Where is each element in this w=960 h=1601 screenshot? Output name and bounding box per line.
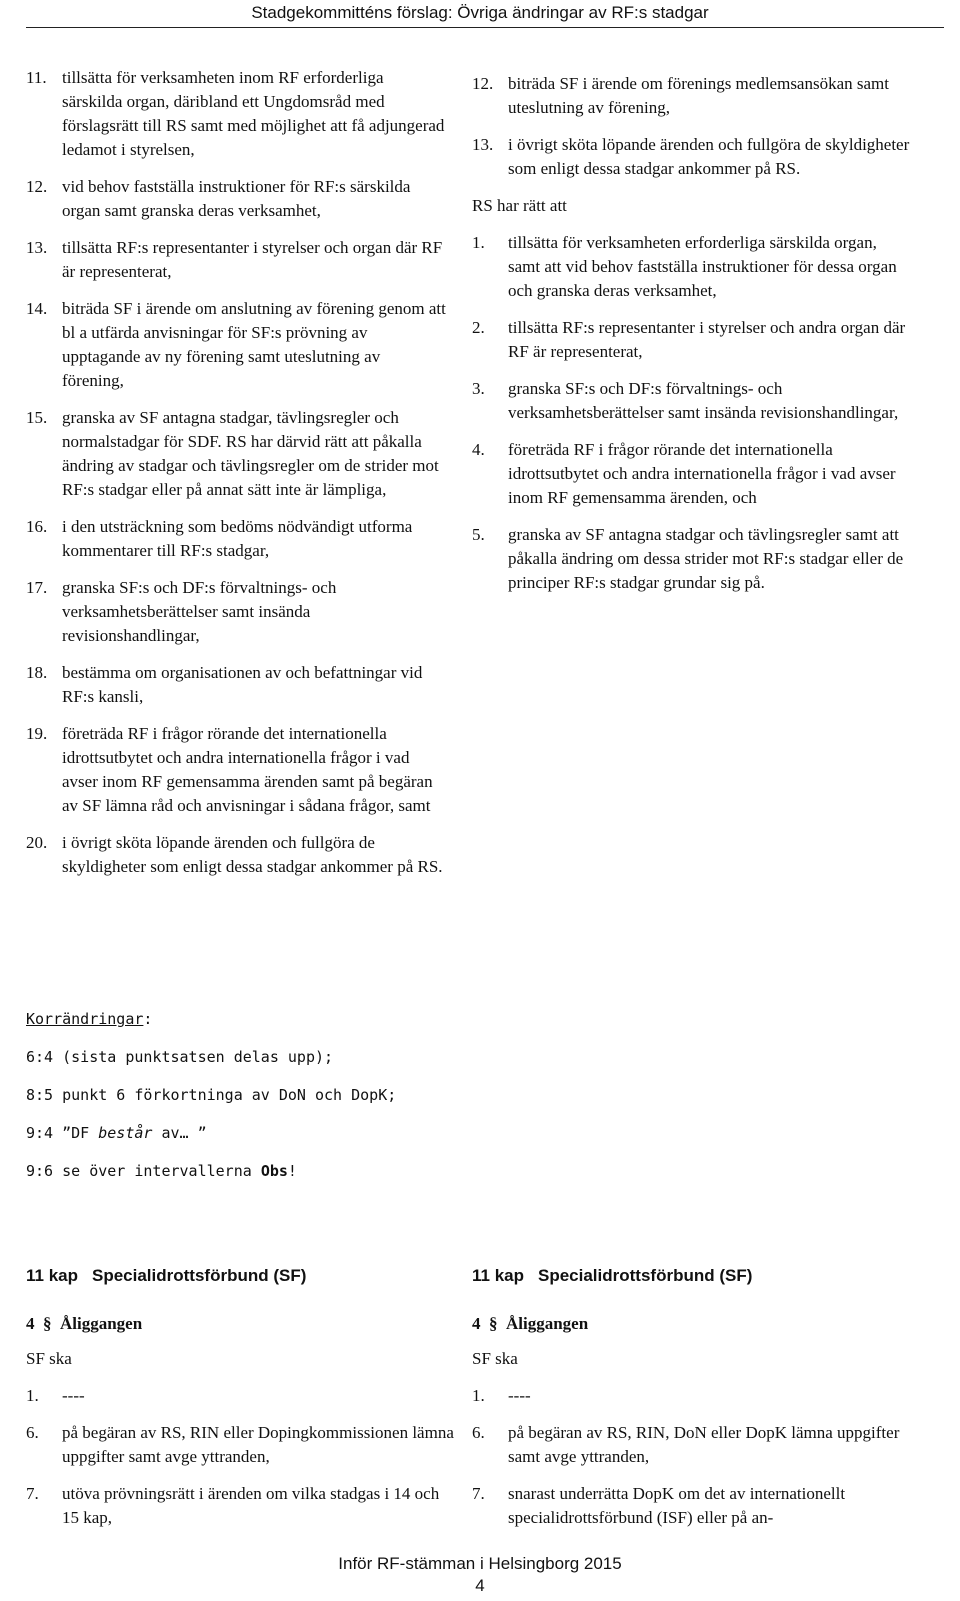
list-item bbox=[472, 438, 912, 510]
item-text: i övrigt sköta löpande ärenden och fullgöra de skyldigheter som enligt dessa stadgar ankommer på RS. bbox=[508, 135, 910, 178]
list-item bbox=[472, 231, 912, 303]
notes-heading bbox=[26, 1008, 626, 1030]
list-item bbox=[26, 576, 446, 648]
item-number: 3. bbox=[472, 379, 485, 398]
rs-heading: RS har rätt att bbox=[472, 196, 567, 215]
sf-ska-label: SF ska bbox=[26, 1349, 72, 1368]
item-number: 6. bbox=[26, 1423, 39, 1442]
note-text: av… bbox=[152, 1124, 198, 1142]
note-bold-text: Obs bbox=[260, 1162, 288, 1180]
bottom-left-column bbox=[26, 1264, 456, 1543]
sf-ska-label: SF ska bbox=[472, 1349, 518, 1368]
item-number: 1. bbox=[26, 1386, 39, 1405]
list-item bbox=[26, 66, 446, 162]
item-number: 13. bbox=[472, 135, 494, 154]
list-item bbox=[26, 1421, 456, 1469]
item-number: 5. bbox=[472, 525, 485, 544]
list-item bbox=[26, 236, 446, 284]
note-line: 6:4 (sista punktsatsen delas upp); bbox=[26, 1048, 334, 1066]
item-text: granska av SF antagna stadgar, tävlingsregler och normalstadgar för SDF. RS har därvid rätt att påkalla ändring av stadgar och tävlingsregler om de strider mot RF:s stadgar eller på annat sätt inte är lämpliga, bbox=[62, 408, 439, 499]
item-text: vid behov fastställa instruktioner för RF:s särskilda organ samt granska deras verksamhet, bbox=[62, 177, 411, 220]
item-number: 15. bbox=[26, 408, 48, 427]
note-text: 9:6 se över intervallerna bbox=[26, 1162, 261, 1180]
item-text: biträda SF i ärende om förenings medlemsansökan samt uteslutning av förening, bbox=[508, 74, 889, 117]
item-text: tillsätta RF:s representanter i styrelser och organ där RF är representerat, bbox=[62, 238, 443, 281]
note-line bbox=[26, 1122, 626, 1144]
chapter-heading bbox=[26, 1264, 456, 1288]
item-number: 14. bbox=[26, 299, 48, 318]
section-heading bbox=[472, 1312, 912, 1336]
item-number: 4. bbox=[472, 440, 485, 459]
item-number: 7. bbox=[472, 1484, 485, 1503]
item-text: på begäran av RS, RIN eller Dopingkommissionen lämna uppgifter samt avge yttranden, bbox=[62, 1423, 454, 1466]
note-text: ” bbox=[197, 1124, 207, 1142]
item-text: företräda RF i frågor rörande det internationella idrottsutbytet och andra internationella frågor i vad avser inom RF gemensamma ärenden, och bbox=[508, 440, 896, 507]
item-number: 11. bbox=[26, 68, 47, 87]
list-item bbox=[26, 297, 446, 393]
list-item bbox=[26, 831, 446, 879]
footer-text: Inför RF-stämman i Helsingborg 2015 bbox=[338, 1554, 622, 1573]
section-symbol: § bbox=[43, 1314, 52, 1333]
chapter-heading bbox=[472, 1264, 912, 1288]
list-item bbox=[472, 72, 912, 120]
item-number: 12. bbox=[26, 177, 48, 196]
item-number: 1. bbox=[472, 1386, 485, 1405]
item-text: snarast underrätta DopK om det av internationellt specialidrottsförbund (ISF) eller på an- bbox=[508, 1484, 846, 1527]
list-item bbox=[26, 175, 446, 223]
header-divider bbox=[26, 27, 944, 28]
item-text: ---- bbox=[508, 1386, 531, 1405]
list-item bbox=[26, 722, 446, 818]
item-text: i den utsträckning som bedöms nödvändigt utforma kommentarer till RF:s stadgar, bbox=[62, 517, 413, 560]
correction-notes bbox=[26, 1008, 626, 1198]
chapter-title: Specialidrottsförbund (SF) bbox=[92, 1266, 307, 1285]
item-number: 6. bbox=[472, 1423, 485, 1442]
list-item bbox=[472, 1384, 912, 1408]
list-item bbox=[26, 1384, 456, 1408]
notes-heading-text: Korrändringar bbox=[26, 1010, 144, 1028]
chapter-number: 11 kap bbox=[26, 1266, 78, 1285]
item-text: granska SF:s och DF:s förvaltnings- och verksamhetsberättelser samt insända revisionshandlingar, bbox=[62, 578, 337, 645]
item-number: 19. bbox=[26, 724, 48, 743]
item-number: 7. bbox=[26, 1484, 39, 1503]
section-symbol: § bbox=[489, 1314, 498, 1333]
item-text: granska SF:s och DF:s förvaltnings- och verksamhetsberättelser samt insända revisionshandlingar, bbox=[508, 379, 899, 422]
page-number: 4 bbox=[475, 1576, 485, 1595]
chapter-number: 11 kap bbox=[472, 1266, 524, 1285]
item-text: tillsätta för verksamheten inom RF erforderliga särskilda organ, däribland ett Ungdomsråd med förslagsrätt till RS samt med möjlighet att få adjungerad ledamot i styrelsen, bbox=[62, 68, 445, 159]
list-item bbox=[26, 661, 446, 709]
note-line: 8:5 punkt 6 förkortninga av DoN och DopK; bbox=[26, 1086, 397, 1104]
note-italic-text: består bbox=[98, 1124, 153, 1142]
list-item bbox=[26, 1482, 456, 1530]
list-item bbox=[472, 316, 912, 364]
item-text: i övrigt sköta löpande ärenden och fullgöra de skyldigheter som enligt dessa stadgar ankommer på RS. bbox=[62, 833, 443, 876]
item-text: på begäran av RS, RIN, DoN eller DopK lämna uppgifter samt avge yttranden, bbox=[508, 1423, 900, 1466]
list-item bbox=[472, 377, 912, 425]
item-number: 1. bbox=[472, 233, 485, 252]
page-header: Stadgekommitténs förslag: Övriga ändringar av RF:s stadgar bbox=[251, 3, 709, 22]
item-text: biträda SF i ärende om anslutning av förening genom att bl a utfärda anvisningar för SF:s prövning av upptagande av ny förening samt uteslutning av förening, bbox=[62, 299, 446, 390]
section-heading bbox=[26, 1312, 456, 1336]
note-text: 9:4 ”DF bbox=[26, 1124, 99, 1142]
right-column bbox=[472, 72, 912, 608]
section-title: Åliggangen bbox=[506, 1314, 589, 1333]
page-footer bbox=[0, 1553, 960, 1597]
item-number: 17. bbox=[26, 578, 48, 597]
item-text: tillsätta för verksamheten erforderliga särskilda organ, samt att vid behov fastställa instruktioner för dessa organ och granska deras verksamhet, bbox=[508, 233, 897, 300]
list-item bbox=[472, 1482, 912, 1530]
left-column bbox=[26, 66, 446, 892]
item-number: 13. bbox=[26, 238, 48, 257]
item-number: 12. bbox=[472, 74, 494, 93]
list-item bbox=[472, 523, 912, 595]
chapter-title: Specialidrottsförbund (SF) bbox=[538, 1266, 753, 1285]
item-text: utöva prövningsrätt i ärenden om vilka stadgas i 14 och 15 kap, bbox=[62, 1484, 440, 1527]
list-item bbox=[472, 1421, 912, 1469]
note-text: ! bbox=[287, 1162, 297, 1180]
item-text: bestämma om organisationen av och befattningar vid RF:s kansli, bbox=[62, 663, 423, 706]
section-title: Åliggangen bbox=[60, 1314, 143, 1333]
item-number: 16. bbox=[26, 517, 48, 536]
notes-heading-colon: : bbox=[143, 1010, 153, 1028]
item-text: företräda RF i frågor rörande det internationella idrottsutbytet och andra internationella frågor i vad avser inom RF gemensamma ärenden samt på begäran av SF lämna råd och anvisningar i sådana frågor, samt bbox=[62, 724, 433, 815]
bottom-right-column bbox=[472, 1264, 912, 1543]
section-number: 4 bbox=[472, 1314, 481, 1333]
item-number: 18. bbox=[26, 663, 48, 682]
item-number: 20. bbox=[26, 833, 48, 852]
item-text: ---- bbox=[62, 1386, 85, 1405]
list-item bbox=[26, 515, 446, 563]
item-number: 2. bbox=[472, 318, 485, 337]
item-text: tillsätta RF:s representanter i styrelser och andra organ där RF är representerat, bbox=[508, 318, 906, 361]
item-text: granska av SF antagna stadgar och tävlingsregler samt att påkalla ändring om dessa strider mot RF:s stadgar eller de principer RF:s stadgar grundar sig på. bbox=[508, 525, 904, 592]
list-item bbox=[26, 406, 446, 502]
list-item bbox=[472, 133, 912, 181]
note-line bbox=[26, 1160, 626, 1182]
section-number: 4 bbox=[26, 1314, 35, 1333]
